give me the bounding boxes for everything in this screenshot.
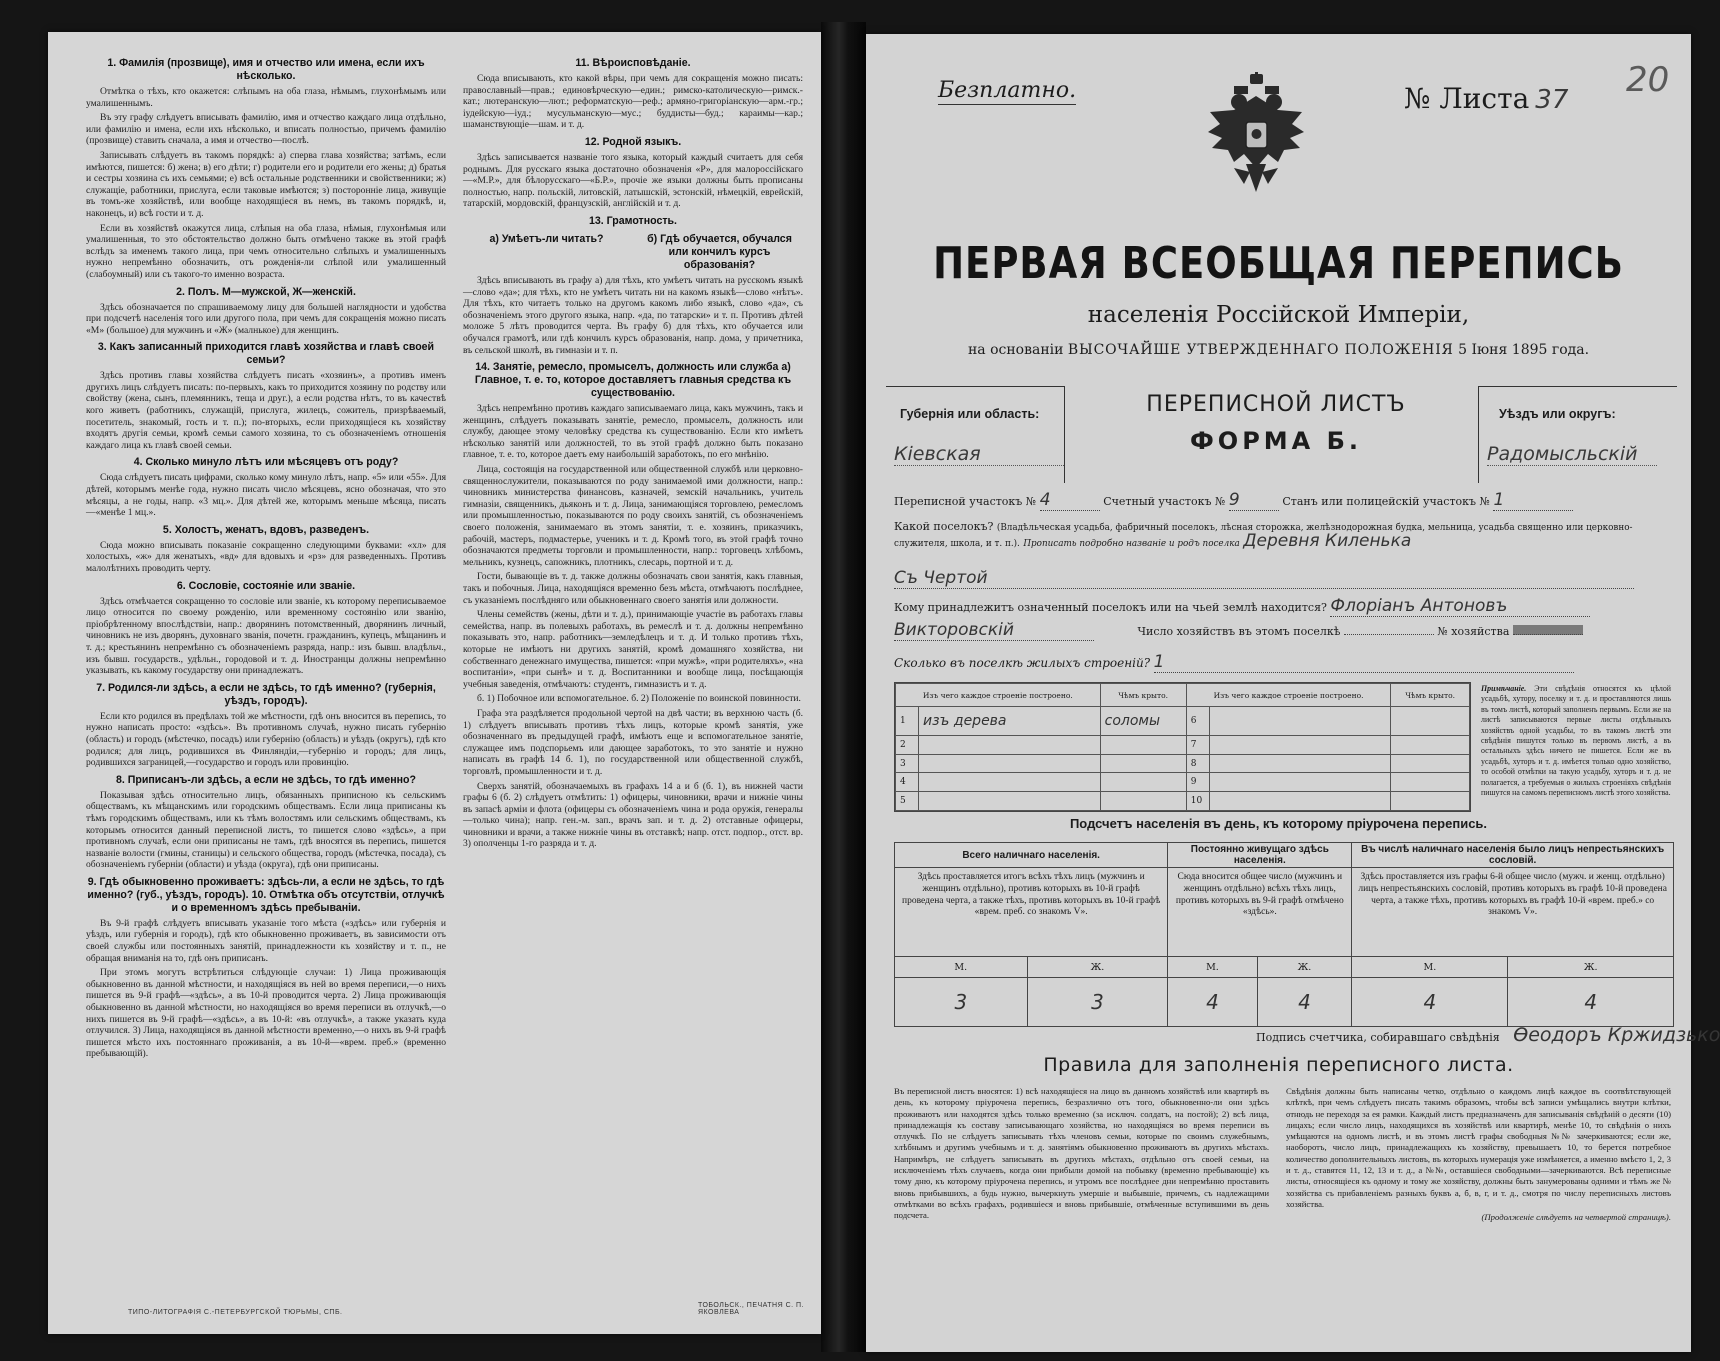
instruction-paragraph: Здѣсь обозначается по спрашиваемому лицу для большей наглядности и удобства при подсчетѣ населенія того или другого пола, при чемъ для сокращенія можно писать «М» (большое) для мужчинъ и «Ж» (малнькое) для женщинъ. xyxy=(86,301,446,336)
section-title: 8. Приписанъ-ли здѣсь, а если не здѣсь, то гдѣ именно? xyxy=(116,773,416,786)
enumerator-signature: Ѳеодоръ Кржидзько xyxy=(1513,1024,1720,1046)
uezd-box xyxy=(1478,386,1677,483)
building-material: изъ дерева xyxy=(919,707,1101,736)
census-section-value: 4 xyxy=(1040,490,1100,511)
instruction-paragraph: При этомъ могутъ встрѣтиться слѣдующіе случаи: 1) Лица проживающія обыкновенно въ данной мѣстности, и находящіяся въ ней во время переписи,—о нихъ пишется въ 9-й графѣ—«здѣсь», а въ 10-й проводится черта. 2) Лица проживающія обыкновенно въ данной мѣстности, но находящіяся во время переписи въ отлучкѣ,—о нихъ пишется въ 9-й графѣ—«здѣсь», а въ 10-й: «въ отлучкѣ», а также указать куда отлучился. 3) Лица, находящіяся въ данной мѣстности временно,—о нихъ въ 9-й графѣ пишется мѣсто ихъ постояннаго проживанія, а въ 10-й—«врем. преб.» (временно пребывающій). xyxy=(86,967,446,1060)
stan-value: 1 xyxy=(1493,490,1573,511)
buildings-row xyxy=(894,652,1574,673)
double-headed-eagle-icon xyxy=(1204,72,1309,200)
row-number: 5 xyxy=(896,792,919,811)
legal-basis-line xyxy=(866,342,1691,358)
building-material xyxy=(919,754,1101,773)
roof-material xyxy=(1391,754,1470,773)
roof-material: соломы xyxy=(1100,707,1186,736)
section-title: 1. Фамилія (прозвище), имя и отчество или имена, если ихъ нѣсколько. xyxy=(107,57,425,82)
settlement-hint-italic: Прописать подробно названіе и родъ поселка xyxy=(1023,539,1240,549)
table-row xyxy=(896,792,1470,811)
settlement-row-2 xyxy=(894,568,1634,589)
building-material xyxy=(919,792,1101,811)
roof-material xyxy=(1391,707,1470,736)
instruction-paragraph: Въ 9-й графѣ слѣдуетъ вписывать указаніе того мѣста («здѣсь» или губернія и уѣздъ, или губернія и городъ), гдѣ кто обыкновенно проживаетъ, въ зависимости отъ своей службы или постоянныхъ занятій, принадлежности къ хозяйству и т. п., не обращая вниманія на то, гдѣ онъ приписанъ. xyxy=(86,917,446,964)
instruction-paragraph: Если кто родился въ предѣлахъ той же мѣстности, гдѣ онъ вносится въ перепись, то нужно написать просто: «здѣсь». Въ противномъ случаѣ, нужно писать губернію (область) и городъ (мѣстечко, посадъ) или губернію (область) и уѣздъ (округъ), гдѣ кто родился; для лицъ, родившихся въ Финляндіи,—губернію и городъ; для лицъ, родившихся заграницей,—государство и городъ или провинцію. xyxy=(86,710,446,769)
owner-value-line-1: Флоріанъ Антоновъ xyxy=(1330,596,1590,617)
present-population-header: Всего наличнаго населенія. xyxy=(895,843,1168,868)
settlement-value-line-1: Деревня Киленька xyxy=(1243,531,1412,551)
non-peasant-population-header: Въ числѣ наличнаго населенія было лицъ непрестьянскихъ сословій. xyxy=(1352,843,1674,868)
owner-row xyxy=(894,596,1590,617)
form-title-block xyxy=(1086,386,1466,455)
roof-material xyxy=(1391,735,1470,754)
sections-row xyxy=(894,490,1573,511)
stan-label: Станъ или полицейскій участокъ № xyxy=(1282,495,1490,508)
buildings-table xyxy=(894,682,1471,812)
section-title: 12. Родной языкъ. xyxy=(584,135,682,148)
subsection-header: а) Умѣетъ-ли читать? xyxy=(489,232,604,245)
uezd-value: Радомысльскій xyxy=(1487,443,1657,466)
legal-basis-decree: ВЫСОЧАЙШЕ УТВЕРЖДЕННАГО ПОЛОЖЕНІЯ xyxy=(1067,342,1454,358)
female-header: Ж. xyxy=(1027,957,1168,978)
section-title: 2. Полъ. М—мужской, Ж—женскій. xyxy=(176,285,356,298)
row-number: 10 xyxy=(1186,792,1209,811)
section-title: 14. Занятіе, ремесло, промыселъ, должность или служба а) Главное, т. е. то, которое доставляетъ главныя средства къ существованію. xyxy=(474,361,792,400)
instruction-paragraph: Сюда можно вписывать показаніе сокращенно следующими буквами: «хл» для холостыхъ, «ж» для женатыхъ, «вд» для вдовыхъ и «рз» для разведенныхъ. Противъ малолѣтнихъ проводить черту. xyxy=(86,539,446,574)
row-number: 9 xyxy=(1186,773,1209,792)
building-material xyxy=(919,735,1101,754)
rules-column-2-text: Свѣдѣнія должны быть написаны четко, отдѣльно о каждомъ лицѣ каждое въ соотвѣтствующей клѣткѣ, при чемъ слѣдуетъ писать такимъ образомъ, чтобы всѣ записи умѣщались внутри клѣтки, отнюдь не переходя за ея рамки. Каждый листъ предназначенъ для записыванія свѣдѣній о десяти (10) лицахъ; если число лицъ, находящихся въ хозяйствѣ или квартирѣ, менѣе 10, то свѣдѣнія о нихъ умѣщаются на одномъ листѣ, и въ этомъ листѣ графы свободныя №№ зачеркиваются; если же, наоборотъ, число лицъ, принадлежащихъ къ хозяйству, превышаетъ 10, то берется потребное количество дополнительныхъ листовъ, въ которыхъ нумерація уже измѣняется, а именно вмѣсто 1, 2, 3 и т. д., ставятся 11, 12, 13 и т. д., а №№, оставшіеся свободными—зачеркиваются. Всѣ переписные листы, относящіеся къ одному и тому же хозяйству, должны быть занумерованы одними и тѣмъ же № хозяйства съ прибавленіемъ разныхъ буквъ а, б, в, г, и т. д., смотря по числу переписныхъ листовъ хозяйства. xyxy=(1286,1086,1671,1209)
buildings-table-header xyxy=(896,684,1470,707)
section-title: 4. Сколько минуло лѣтъ или мѣсяцевъ отъ роду? xyxy=(133,456,399,469)
signature-label: Подпись счетчика, собиравшаго свѣдѣнія xyxy=(1256,1031,1500,1044)
building-material xyxy=(1209,735,1391,754)
non-peasant-population-desc: Здѣсь проставляется изъ графы 6-й общее число (мужч. и женщ. отдѣльно) лицъ непрестьянскихъ сословій, противъ которыхъ въ графѣ 10-й проведена черта, а также тѣхъ, противъ которыхъ въ графѣ 10-й «врем. преб.» со знакомъ V». xyxy=(1352,868,1674,957)
buildings-value: 1 xyxy=(1154,652,1574,673)
printer-imprint-right: ТОБОЛЬСК., ПЕЧАТНЯ С. П. ЯКОВЛЕВА xyxy=(698,1302,805,1316)
building-material xyxy=(1209,792,1391,811)
col-roof-left: Чѣмъ крыто. xyxy=(1100,684,1186,707)
col-what-right: Изъ чего каждое строеніе построено. xyxy=(1186,684,1391,707)
col-roof-right: Чѣмъ крыто. xyxy=(1391,684,1470,707)
female-header: Ж. xyxy=(1508,957,1674,978)
owner-label: Кому принадлежитъ означенный поселокъ или на чьей землѣ находится? xyxy=(894,601,1327,614)
instruction-paragraph: Здѣсь записывается названіе того языка, который каждый считаетъ для себя роднымъ. Для русскаго языка достаточно обозначенія «Р», для малороссійскаго—«М.Р.», для бѣлорусскаго—«Б.Р.», прочіе же языки должны быть прописаны полностью, напр. польскій, литовскій, латышскій, эстонскій, нѣмецкій, еврейскій, татарскій, мордовскій, французскій, англійскій и т. д. xyxy=(463,151,803,210)
permanent-female-count: 4 xyxy=(1257,978,1352,1027)
left-page xyxy=(48,32,821,1334)
census-subtitle: населенія Россійской Имперіи, xyxy=(1087,302,1470,328)
row-number: 2 xyxy=(896,735,919,754)
rules-column-1: Въ переписной листъ вносятся: 1) всѣ находящіеся на лицо въ данномъ хозяйствѣ или квартирѣ въ день, къ которому пріурочена перепись, безразлично отъ того, обыкновенно-ли они здѣсь проживаютъ или находятся здѣсь только временно (за исключ. солдатъ, на постой); 2) всѣ лица, принадлежащія къ составу записывающаго хозяйства, но находящіяся во время переписи въ отлучкѣ. По не слѣдуетъ записывать тѣхъ членовъ семьи, которые по своимъ служебнымъ, хлѣбнымъ и другимъ учебнымъ и т. д. занятіямъ обыкновенно проживаютъ въ другихъ мѣстахъ. Напримѣръ, не слѣдуетъ записывать въ другихъ мѣстахъ, отдѣльно отъ своей семьи, на исключеніемъ тѣхъ случаевъ, когда они прибыли домой на побывку (временно пребывающіе) къ тому дню, къ которому пріурочена перепись, и утромъ все послѣднее дни непремѣнно проставить вновь прибывшихъ, а будь нужно, вычеркнуть умершіе и выбывшіе, причемъ, съ надлежащими отмѣтками во всѣхъ графахъ, родившіеся и вновь прибывшіе, отмѣченные вступившими въ день подсчета. xyxy=(894,1086,1269,1221)
count-section-label: Счетный участокъ № xyxy=(1103,495,1226,508)
roof-material xyxy=(1100,792,1186,811)
population-table xyxy=(894,842,1674,1020)
buildings-label: Сколько въ поселкѣ жилыхъ строеній? xyxy=(894,656,1151,670)
note-text: Эти свѣдѣнія относятся къ цѣлой усадьбѣ, хутору, поселку и т. д. и проставляются лишь въ томъ листѣ, который заполненъ первымъ. Если же на листѣ записываются первые листы отдѣльныхъ хозяйствъ одной усадьбы, то въ такомъ листѣ эти свѣдѣнія пишутся только въ первомъ листѣ, а въ остальныхъ здѣсь ничего не пишется. Если же въ усадьбѣ, хуторъ и т. д. имѣется только одно хозяйство, то особой отмѣтки на такую усадьбу, хуторъ и т. д. не полагается, а требуемыя о жилыхъ строеніяхъ свѣдѣнія пишутся на самомъ переписномъ листѣ этого хозяйства. xyxy=(1481,684,1671,798)
row-number: 1 xyxy=(896,707,919,736)
non-peasant-male-count: 4 xyxy=(1352,978,1508,1027)
table-row xyxy=(896,735,1470,754)
household-number-value-redacted xyxy=(1513,625,1583,635)
guberniya-value: Кіевская xyxy=(894,443,1064,466)
instruction-paragraph: Здѣсь отмѣчается сокращенно то сословіе или званіе, къ которому переписываемое лицо относится по своему рожденію, или временному состоянію или званію, пріобрѣтенному впослѣдствіи, напр.: дворянинъ потомственный, дворянинъ личный, чиновникъ не изъ дворянъ, духовнаго званія, почетн. гражданинъ, купецъ, мѣщанинъ и т. д.; крестьянинъ непремѣнно съ обозначеніемъ разряда, напр.: изъ бывш. владѣльч., изъ бывш. государств., удѣльн., городовой и т. д. Иностранцы должны непремѣнно указывать, къ какому государству они принадлежатъ. xyxy=(86,595,446,677)
census-form-page xyxy=(866,34,1720,1352)
table-row xyxy=(896,707,1470,736)
instructions-column-2 xyxy=(463,52,803,853)
note-block xyxy=(1481,684,1671,798)
instruction-paragraph: Если въ хозяйствѣ окажутся лица, слѣпыя на оба глаза, нѣмыя, глухонѣмыя или умалишенныя, то это обстоятельство должно быть отмѣчено также въ этой графѣ вслѣдъ за именемъ такого лица, при чемъ относительно слѣпыхъ и умалишенныхъ нужно непремѣнно обозначить, отъ рожденія-ли слѣпой или умалишенный (слабоумный) или съ такого-то именно возраста. xyxy=(86,222,446,280)
instruction-paragraph: Лица, состоящія на государственной или общественной службѣ или церковно-священнослужители, показываются по роду занимаемой ими должности, напр.: чиновникъ министерства финансовъ, казначей, земскій начальникъ, учитель гимназіи, священникъ, дьяконъ и т. д. Лица, занимающіяся торговлею, ремесломъ или промышленностью, показываются по роду своихъ занятій, съ обозначеніемъ своего положенія, занимаемаго въ этомъ занятіи, т. е. хозяинъ, приказчикъ, рабочій, мастеръ, подмастерье, ученикъ и т. д. Кромѣ того, въ этой графѣ точно обозначаются предметы торговли и промышленности, напр.: торговецъ хлѣбомъ, мельникъ, кузнецъ, сапожникъ, плотникъ, слесарь, портной и т. д. xyxy=(463,464,803,568)
households-value xyxy=(1344,634,1434,635)
guberniya-label: Губернія или область: xyxy=(900,407,1040,421)
owner-value-line-2: Викторовскій xyxy=(894,620,1094,641)
rules-continued-note: (Продолженіе слѣдуетъ на четвертой страницѣ). xyxy=(1481,1212,1671,1223)
sheet-number-label: № Листа xyxy=(1404,82,1530,115)
form-title: ПЕРЕПИСНОЙ ЛИСТЪ xyxy=(1146,392,1406,417)
sheet-number xyxy=(1404,82,1568,115)
archive-page-number: 20 xyxy=(1626,60,1670,100)
section-title: 3. Какъ записанный приходится главѣ хозяйства и главѣ своей семьи? xyxy=(97,341,435,367)
roof-material xyxy=(1100,754,1186,773)
instruction-paragraph: Члены семействъ (жены, дѣти и т. д.), принимающіе участіе въ работахъ главы семейства, напр. въ полевыхъ работахъ, въ ремеслѣ и т. д. должны непремѣнно показывать это, напр. работникъ—земледѣлецъ и т. д. И только противъ тѣхъ, которые не имѣютъ ни другихъ занятій, кромѣ домашняго хозяйства, ни собственнаго денежнаго имущества, пишется: «при мужѣ», «при родителяхъ», «на воспитаніи», «при сынѣ» и т. д. Воспитанники и вообще лица, посѣщающія учебныя заведенія, отмѣчаютъ: студентъ, гимназистъ и т. д. xyxy=(463,609,803,690)
section-title: 11. Вѣроисповѣданіе. xyxy=(575,57,691,69)
row-number: 7 xyxy=(1186,735,1209,754)
present-male-count: 3 xyxy=(895,978,1028,1027)
row-number: 4 xyxy=(896,773,919,792)
enumerator-signature-row xyxy=(1256,1024,1720,1046)
row-number: 3 xyxy=(896,754,919,773)
instruction-paragraph: Здѣсь непремѣнно противъ каждаго записываемаго лица, какъ мужчинъ, такъ и женщинъ, слѣдуетъ показывать занятіе, ремесло, промыселъ, должность или службу, дающее этому человѣку средства къ существованію. Если кто имѣетъ нѣсколько занятій или должностей, то въ этой графѣ должно быть показано главное, т. е. то, которое даетъ ему наибольшій заработокъ, по его мнѣнію. xyxy=(463,403,803,461)
book-spine xyxy=(821,22,866,1352)
uezd-label: Уѣздъ или округъ: xyxy=(1499,407,1616,421)
instruction-paragraph: Сюда вписывають, кто какой вѣры, при чемъ для сокращенія можно писать: православный—прав.; единовѣрческую—един.; римско-католическую—римск.-кат.; лютеранскую—лют.; реформатскую—реф.; армяно-григоріанскую—арм.-гр.; іудейскую—іуд.; мусульманскую—мус.; буддисты—буд.; караимы—кар.; шаманствующіе—шам. и т. д. xyxy=(463,73,803,131)
row-number: 6 xyxy=(1186,707,1209,736)
instructions-column-1 xyxy=(86,52,446,1063)
present-female-count: 3 xyxy=(1027,978,1168,1027)
subsection-headers xyxy=(463,233,803,272)
building-material xyxy=(1209,773,1391,792)
building-material xyxy=(919,773,1101,792)
households-label: Число хозяйствъ въ этомъ поселкѣ xyxy=(1137,625,1341,638)
male-header: М. xyxy=(895,957,1028,978)
permanent-population-desc: Сюда вносится общее число (мужчинъ и женщинъ отдѣльно) всѣхъ тѣхъ лицъ, противъ которыхъ въ 9-й графѣ отмѣчено «здѣсь». xyxy=(1168,868,1352,957)
legal-basis-prefix: на основаніи xyxy=(967,342,1064,358)
settlement-hint: (Владѣльческая усадьба, фабричный поселокъ, лѣсная сторожка, желѣзнодорожная будка, мельница, усадьба священно или церковно-служителя, школа, и т. п.). xyxy=(894,523,1633,549)
instruction-paragraph: Въ эту графу слѣдуетъ вписывать фамилію, имя и отчество каждаго лица отдѣльно, или фамилію и имена, если ихъ нѣсколько, и вписать полностью, причемъ фамилію (прозвище) ставить сначала, а имя и отчество—послѣ. xyxy=(86,112,446,147)
section-title: 7. Родился-ли здѣсь, а если не здѣсь, то гдѣ именно? (губернія, уѣздъ, городъ). xyxy=(96,681,436,707)
present-population-desc: Здѣсь проставляется итогъ всѣхъ тѣхъ лицъ (мужчинъ и женщинъ отдѣльно), противъ которыхъ въ 10-й графѣ проведена черта, а также тѣхъ, противъ которыхъ въ 10-й графѣ «врем. преб. со знакомъ V». xyxy=(895,868,1168,957)
population-count-title: Подсчетъ населенія въ день, къ которому пріурочена перепись. xyxy=(1069,816,1488,831)
count-section-value: 9 xyxy=(1229,490,1279,511)
instruction-paragraph: Графа эта раздѣляется продольной чертой на двѣ части; въ верхнюю часть (б. 1) слѣдуетъ вписывать противъ тѣхъ лицъ, которые кромѣ занятія, уже обозначеннаго въ предыдущей графѣ, имѣютъ еще и вспомогательное занятіе, служащее имъ подспорьемъ или дающее заработокъ, то это занятіе и нужно написать въ графѣ 14 б. 1), по государственной или общественной службѣ, торговлѣ, промышленности и т. д. xyxy=(463,707,803,777)
instruction-paragraph: Здѣсь вписывають въ графу а) для тѣхъ, кто умѣетъ читать на русскомъ языкѣ—слово «да»; для тѣхъ, кто не умѣетъ читать ни на какомъ языкѣ—слово «нѣтъ». Для тѣхъ, кто читаетъ только на другомъ какомъ либо языкѣ, слово «да», съ обозначеніемъ этого другого языка, напр. «да, по татарски» и т. п. Противъ дѣтей моложе 5 лѣтъ проводится черта. Въ графу б) для тѣхъ, кто обучается или обучался грамотѣ, или гдѣ кончилъ курсъ образованія, напр. дома, у причетника, въ сельской школѣ, въ гимназіи и т. п. xyxy=(463,274,803,356)
guberniya-box xyxy=(886,386,1065,483)
section-title: 9. Гдѣ обыкновенно проживаетъ: здѣсь-ли, а если не здѣсь, то гдѣ именно? (губ., уѣздъ, городъ). 10. Отмѣтка объ отсутствіи, отлучкѣ и о временномъ здѣсь пребываніи. xyxy=(87,875,445,914)
table-row xyxy=(896,754,1470,773)
settlement-row xyxy=(894,520,1664,551)
table-row xyxy=(896,773,1470,792)
census-section-label: Переписной участокъ № xyxy=(894,495,1037,508)
roof-material xyxy=(1391,792,1470,811)
form-header-row xyxy=(886,386,1676,482)
permanent-population-header: Постоянно живущаго здѣсь населенія. xyxy=(1168,843,1352,868)
section-title: 6. Сословіе, состояніе или званіе. xyxy=(176,579,356,592)
section-title: 13. Грамотность. xyxy=(589,214,677,227)
census-title: ПЕРВАЯ ВСЕОБЩАЯ ПЕРЕПИСЬ xyxy=(933,238,1624,289)
instruction-paragraph: б. 1) Побочное или вспомогательное. б. 2) Положеніе по воинской повинности. xyxy=(477,693,801,705)
sheet-number-value: 37 xyxy=(1535,85,1569,115)
row-number: 8 xyxy=(1186,754,1209,773)
section-title: 5. Холостъ, женатъ, вдовъ, разведенъ. xyxy=(162,523,370,536)
col-what-left: Изъ чего каждое строеніе построено. xyxy=(896,684,1101,707)
instruction-paragraph: Сверхъ занятій, обозначаемыхъ въ графахъ 14 а и б (б. 1), въ нижней части графы 6 (б. 2) слѣдуетъ отмѣтить: 1) офицеры, чиновники, врачи и нижніе чины въ запасѣ арміи и флота (офицеры съ обозначеніемъ чина и рода оружія, генералы—только чина); напр. ген.-м. зап., врачъ зап. и т. д. 2) отставные офицеры, чиновники и врачи, а также нижніе чины въ отставкѣ; напр. отст. подпор., отст. вр. 3) ополченцы 1-го разряда и т. д. xyxy=(463,780,803,850)
building-material xyxy=(1209,707,1391,736)
household-number-label: № хозяйства xyxy=(1437,625,1510,638)
female-header: Ж. xyxy=(1257,957,1352,978)
roof-material xyxy=(1100,735,1186,754)
owner-row-2 xyxy=(894,620,1583,641)
settlement-value-line-2: Съ Чертой xyxy=(894,568,1634,589)
building-material xyxy=(1209,754,1391,773)
instruction-paragraph: Записывать слѣдуетъ въ такомъ порядкѣ: а) сперва глава хозяйства; затѣмъ, если имѣются, пишется: б) жена; в) его дѣти; г) родители его и родители его жены; д) братья и сестры хозяина съ ихъ семьями; е) всѣ остальные родственники и свойственники; ж) служащіе, работники, прислуга, если таковые имѣются; з) посторонніе лица, живущіе въ томъ-же хозяйствѣ, или вообще находящіеся въ немъ, въ такомъ порядкѣ, и, наконецъ, и) всѣ гости и т. д. xyxy=(86,149,446,219)
instruction-paragraph: Здѣсь противъ главы хозяйства слѣдуетъ писать «хозяинъ», а противъ именъ другихъ лицъ слѣдуетъ писать: по-первыхъ, какъ то приходится хозяину по родству или свойству (жена, сынъ, племянникъ, теща и друг.), а если родства нѣтъ, то въ качествѣ кого живетъ (работникъ, служащій, прислуга, жилецъ, сожитель, призрѣваемый, посетитель, знакомый, гость и т. п.); по-вторыхъ, если приходящіеся къ хозяйству входятъ другія семьи, кромѣ семьи самого хозяина, то съ обозначеніемъ отношенія каждаго лица къ главѣ своей семьи. xyxy=(86,370,446,451)
roof-material xyxy=(1391,773,1470,792)
non-peasant-female-count: 4 xyxy=(1508,978,1674,1027)
subsection-header: б) Гдѣ обучается, обучался или кончилъ курсъ образованія? xyxy=(647,232,792,271)
printer-imprint-left: ТИПО-ЛИТОГРАФІЯ С.-ПЕТЕРБУРГСКОЙ ТЮРЬМЫ, СПБ. xyxy=(128,1309,343,1316)
permanent-male-count: 4 xyxy=(1168,978,1257,1027)
instruction-paragraph: Сюда слѣдуетъ писать цифрами, сколько кому минуло лѣтъ, напр. «5» или «55». Для дѣтей, которымъ менѣе года, нужно писать число мѣсяцевъ, ясно обозначая, что это мѣсяцы, а не годы, напр. «3 мц.». Для дѣтей же, которымъ меньше мѣсяца, писать—«менѣе 1 мц.». xyxy=(86,472,446,519)
form-type: ФОРМА Б. xyxy=(1189,427,1362,455)
roof-material xyxy=(1100,773,1186,792)
instruction-paragraph: Отмѣтка о тѣхъ, кто окажется: слѣпымъ на оба глаза, нѣмымъ, глухонѣмымъ или умалишеннымъ. xyxy=(86,86,446,109)
male-header: М. xyxy=(1352,957,1508,978)
settlement-label: Какой поселокъ? xyxy=(894,520,994,533)
instruction-paragraph: Гости, бывающіе въ т. д. также должны обозначать свои занятія, какъ главныя, такъ и побочныя. Лица, находящіяся временно безъ мѣста, отмѣчаютъ послѣднее, съ указаніемъ послѣдняго или обыкновеннаго своего занятія или должности. xyxy=(463,571,803,606)
male-header: М. xyxy=(1168,957,1257,978)
rules-column-2 xyxy=(1286,1086,1671,1224)
free-of-charge-label: Безплатно. xyxy=(938,78,1077,103)
legal-basis-date: 5 Іюня 1895 года. xyxy=(1458,342,1590,358)
note-title: Примѣчаніе. xyxy=(1481,684,1527,693)
rules-title: Правила для заполненія переписного листа. xyxy=(1043,1054,1514,1076)
instruction-paragraph: Показывая здѣсь относительно лицъ, обязанныхъ приписною къ сельскимъ обществамъ, къ мѣщанскимъ или городскимъ обществамъ. Если лица приписаны къ тѣмъ городскимъ обществамъ, или къ тѣмъ волостямъ или сельскимъ обществамъ, къ которымъ относится данный переписной листъ, то пишется слово «здѣсь», а при противномъ случаѣ, если они приписаны не тамъ, гдѣ вносятся въ перепись, пишется названіе волости (гмины, станицы) и сельского общества, городъ (мѣстечка, посада), съ обозначеніемъ губерніи (области) и уѣзда (округа), гдѣ они приписаны. xyxy=(86,789,446,871)
